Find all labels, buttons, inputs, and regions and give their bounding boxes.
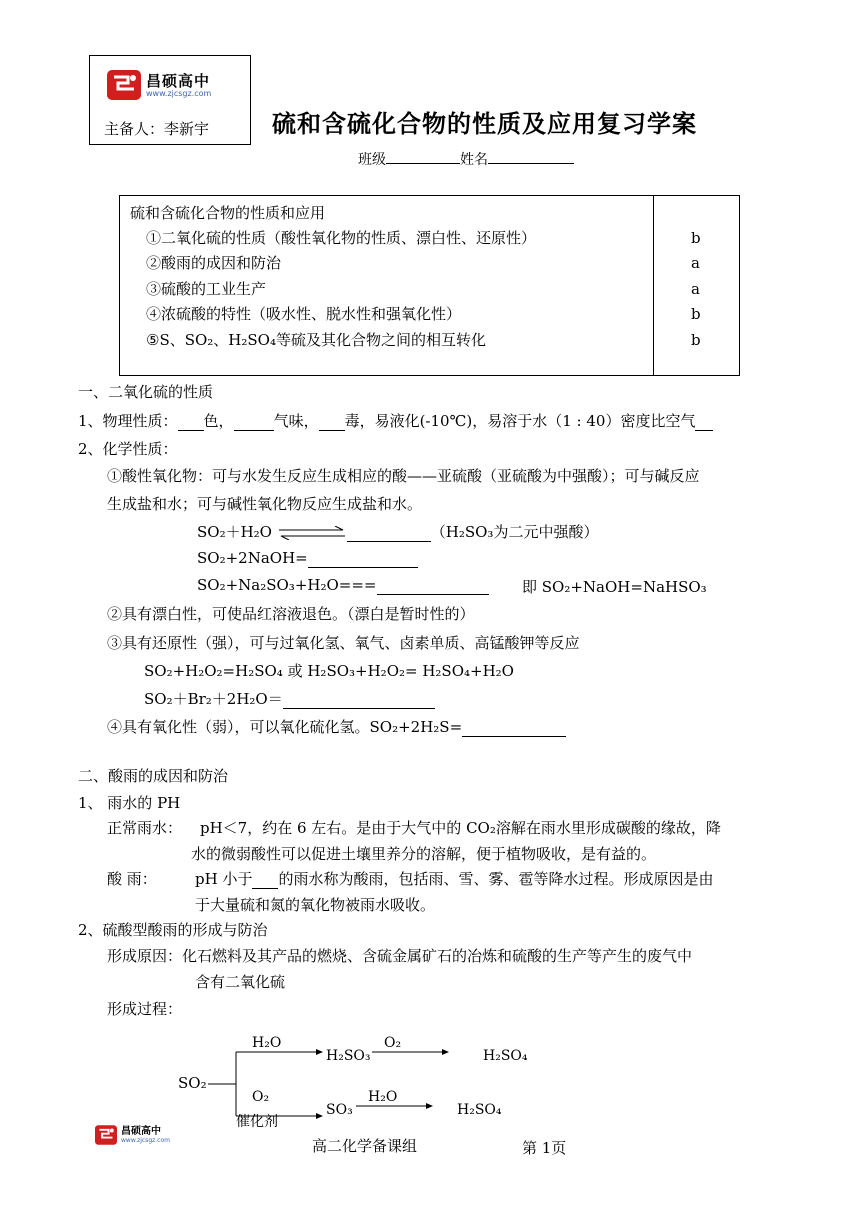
requirement-level: a — [691, 280, 700, 298]
school-logo — [106, 68, 211, 102]
normal-rain-line: pH＜7，约在 6 左右。是由于大气中的 CO₂溶解在雨水里形成碳酸的缘故，降 — [200, 819, 721, 837]
class-blank — [386, 149, 460, 164]
arrowhead-icon — [316, 1049, 323, 1055]
lower-mid: SO₃ — [326, 1102, 353, 1118]
physical-text: 色， — [203, 412, 234, 430]
normal-rain-line: 水的微弱酸性可以促进土壤里养分的溶解，便于植物吸收，是有益的。 — [191, 845, 657, 863]
requirements-table — [119, 195, 740, 376]
blank — [695, 412, 713, 431]
acid-rain-text: pH 小于 — [195, 870, 253, 888]
ph-heading: 1、 雨水的 PH — [78, 794, 181, 812]
arrowhead-icon — [316, 1113, 323, 1119]
logo-text: 昌硕高中 — [146, 71, 211, 90]
requirement-item: ⑤S、SO₂、H₂SO₄等硫及其化合物之间的相互转化 — [146, 331, 486, 349]
oxidizing-property — [107, 716, 566, 737]
chemical-heading: 2、化学性质： — [78, 440, 178, 458]
seal-icon — [106, 68, 142, 102]
acid-rain-line — [195, 868, 713, 889]
lower-end: H₂SO₄ — [457, 1102, 502, 1118]
reversible-arrow-icon — [277, 526, 347, 540]
process-label: 形成过程： — [107, 1000, 183, 1018]
blank — [462, 718, 566, 737]
lower-catalyst: 催化剂 — [236, 1114, 278, 1130]
reducing-equation-1: SO₂+H₂O₂=H₂SO₄ 或 H₂SO₃+H₂O₂= H₂SO₄+H₂O — [144, 662, 514, 680]
physical-properties — [78, 410, 713, 431]
acidic-line: 生成盐和水；可与碱性氧化物反应生成盐和水。 — [107, 495, 423, 513]
lower-reagent-2: H₂O — [368, 1089, 398, 1105]
blank — [283, 690, 435, 709]
physical-text: 毒，易液化(-10℃)，易溶于水（1 : 40）密度比空气 — [344, 412, 696, 430]
arrowhead-icon — [442, 1049, 449, 1055]
eq-left: SO₂＋H₂O — [197, 523, 272, 541]
footer-logo-text: 昌硕高中 — [121, 1126, 161, 1137]
section2-heading: 二、酸雨的成因和防治 — [78, 767, 229, 785]
name-label: 姓名 — [460, 152, 488, 168]
class-label: 班级 — [358, 152, 386, 168]
lower-reagent: O₂ — [252, 1089, 270, 1105]
requirement-item: ①二氧化硫的性质（酸性氧化物的性质、漂白性、还原性） — [146, 229, 537, 247]
diagram-start: SO₂ — [178, 1074, 207, 1092]
arrowhead-icon — [426, 1103, 433, 1109]
requirement-item: ③硫酸的工业生产 — [146, 280, 267, 298]
physical-text: 气味， — [273, 412, 319, 430]
blank — [319, 412, 345, 431]
blank — [178, 412, 204, 431]
eq-note: （H₂SO₃为二元中强酸） — [430, 523, 599, 541]
requirement-level: b — [691, 331, 701, 349]
logo-url: www.zjcsgz.com — [146, 88, 212, 98]
header-logo-box — [89, 55, 251, 145]
acid-rain-line: 于大量硫和氮的氧化物被雨水吸收。 — [195, 896, 436, 914]
upper-reagent: H₂O — [252, 1035, 282, 1051]
page-number: 第 1页 — [522, 1139, 567, 1157]
blank — [377, 576, 489, 595]
reducing-property: ③具有还原性（强），可与过氧化氢、氧气、卤素单质、高锰酸钾等反应 — [107, 634, 580, 652]
equation-3-note: 即 SO₂+NaOH=NaHSO₃ — [522, 578, 707, 596]
requirements-heading: 硫和含硫化合物的性质和应用 — [130, 204, 326, 222]
normal-rain-label: 正常雨水： — [107, 819, 183, 837]
blank — [234, 412, 274, 431]
eq-left: ④具有氧化性（弱），可以氧化硫化氢。SO₂+2H₂S= — [107, 718, 463, 736]
eq-left: SO₂+2NaOH= — [197, 549, 308, 567]
equation-1 — [197, 521, 598, 542]
physical-label: 1、物理性质： — [78, 412, 178, 430]
blank — [308, 549, 418, 568]
equation-3 — [197, 576, 489, 595]
cause-line: 形成原因：化石燃料及其产品的燃烧、含硫金属矿石的冶炼和硫酸的生产等产生的废气中 — [107, 947, 693, 965]
footer-logo-url: www.zjcsgz.com — [121, 1137, 170, 1144]
blank — [347, 523, 431, 542]
cause-line: 含有二氧化硫 — [195, 973, 286, 991]
requirement-item: ④浓硫酸的特性（吸水性、脱水性和强氧化性） — [146, 305, 462, 323]
acid-rain-label: 酸 雨： — [107, 870, 157, 888]
page-title: 硫和含硫化合物的性质及应用复习学案 — [272, 109, 697, 138]
upper-mid: H₂SO₃ — [326, 1048, 371, 1064]
upper-reagent-2: O₂ — [384, 1035, 402, 1051]
seal-icon — [93, 1124, 119, 1146]
eq-left: SO₂+Na₂SO₃+H₂O=== — [197, 576, 377, 594]
equation-2 — [197, 549, 418, 568]
name-blank — [488, 149, 574, 164]
requirement-level: a — [691, 254, 700, 272]
class-name-line — [358, 149, 574, 169]
eq-left: SO₂＋Br₂＋2H₂O＝ — [144, 690, 283, 708]
reducing-equation-2 — [144, 688, 435, 709]
footer-logo — [93, 1124, 170, 1146]
upper-end: H₂SO₄ — [483, 1048, 528, 1064]
footer-group: 高二化学备课组 — [312, 1137, 418, 1155]
bleaching-property: ②具有漂白性，可使品红溶液退色。（漂白是暂时性的） — [107, 605, 475, 623]
requirement-level: b — [691, 305, 701, 323]
acidic-line: ①酸性氧化物：可与水发生反应生成相应的酸——亚硫酸（亚硫酸为中强酸）；可与碱反应 — [107, 467, 700, 485]
formation-diagram — [170, 1030, 550, 1130]
blank — [252, 870, 278, 889]
sulfuric-heading: 2、硫酸型酸雨的形成与防治 — [78, 921, 268, 939]
requirement-level: b — [691, 229, 701, 247]
requirement-item: ②酸雨的成因和防治 — [146, 254, 282, 272]
author: 主备人：李新宇 — [104, 120, 210, 138]
table-divider — [653, 196, 654, 375]
section1-heading: 一、二氧化硫的性质 — [78, 383, 214, 401]
acid-rain-text: 的雨水称为酸雨，包括雨、雪、雾、雹等降水过程。形成原因是由 — [278, 870, 714, 888]
